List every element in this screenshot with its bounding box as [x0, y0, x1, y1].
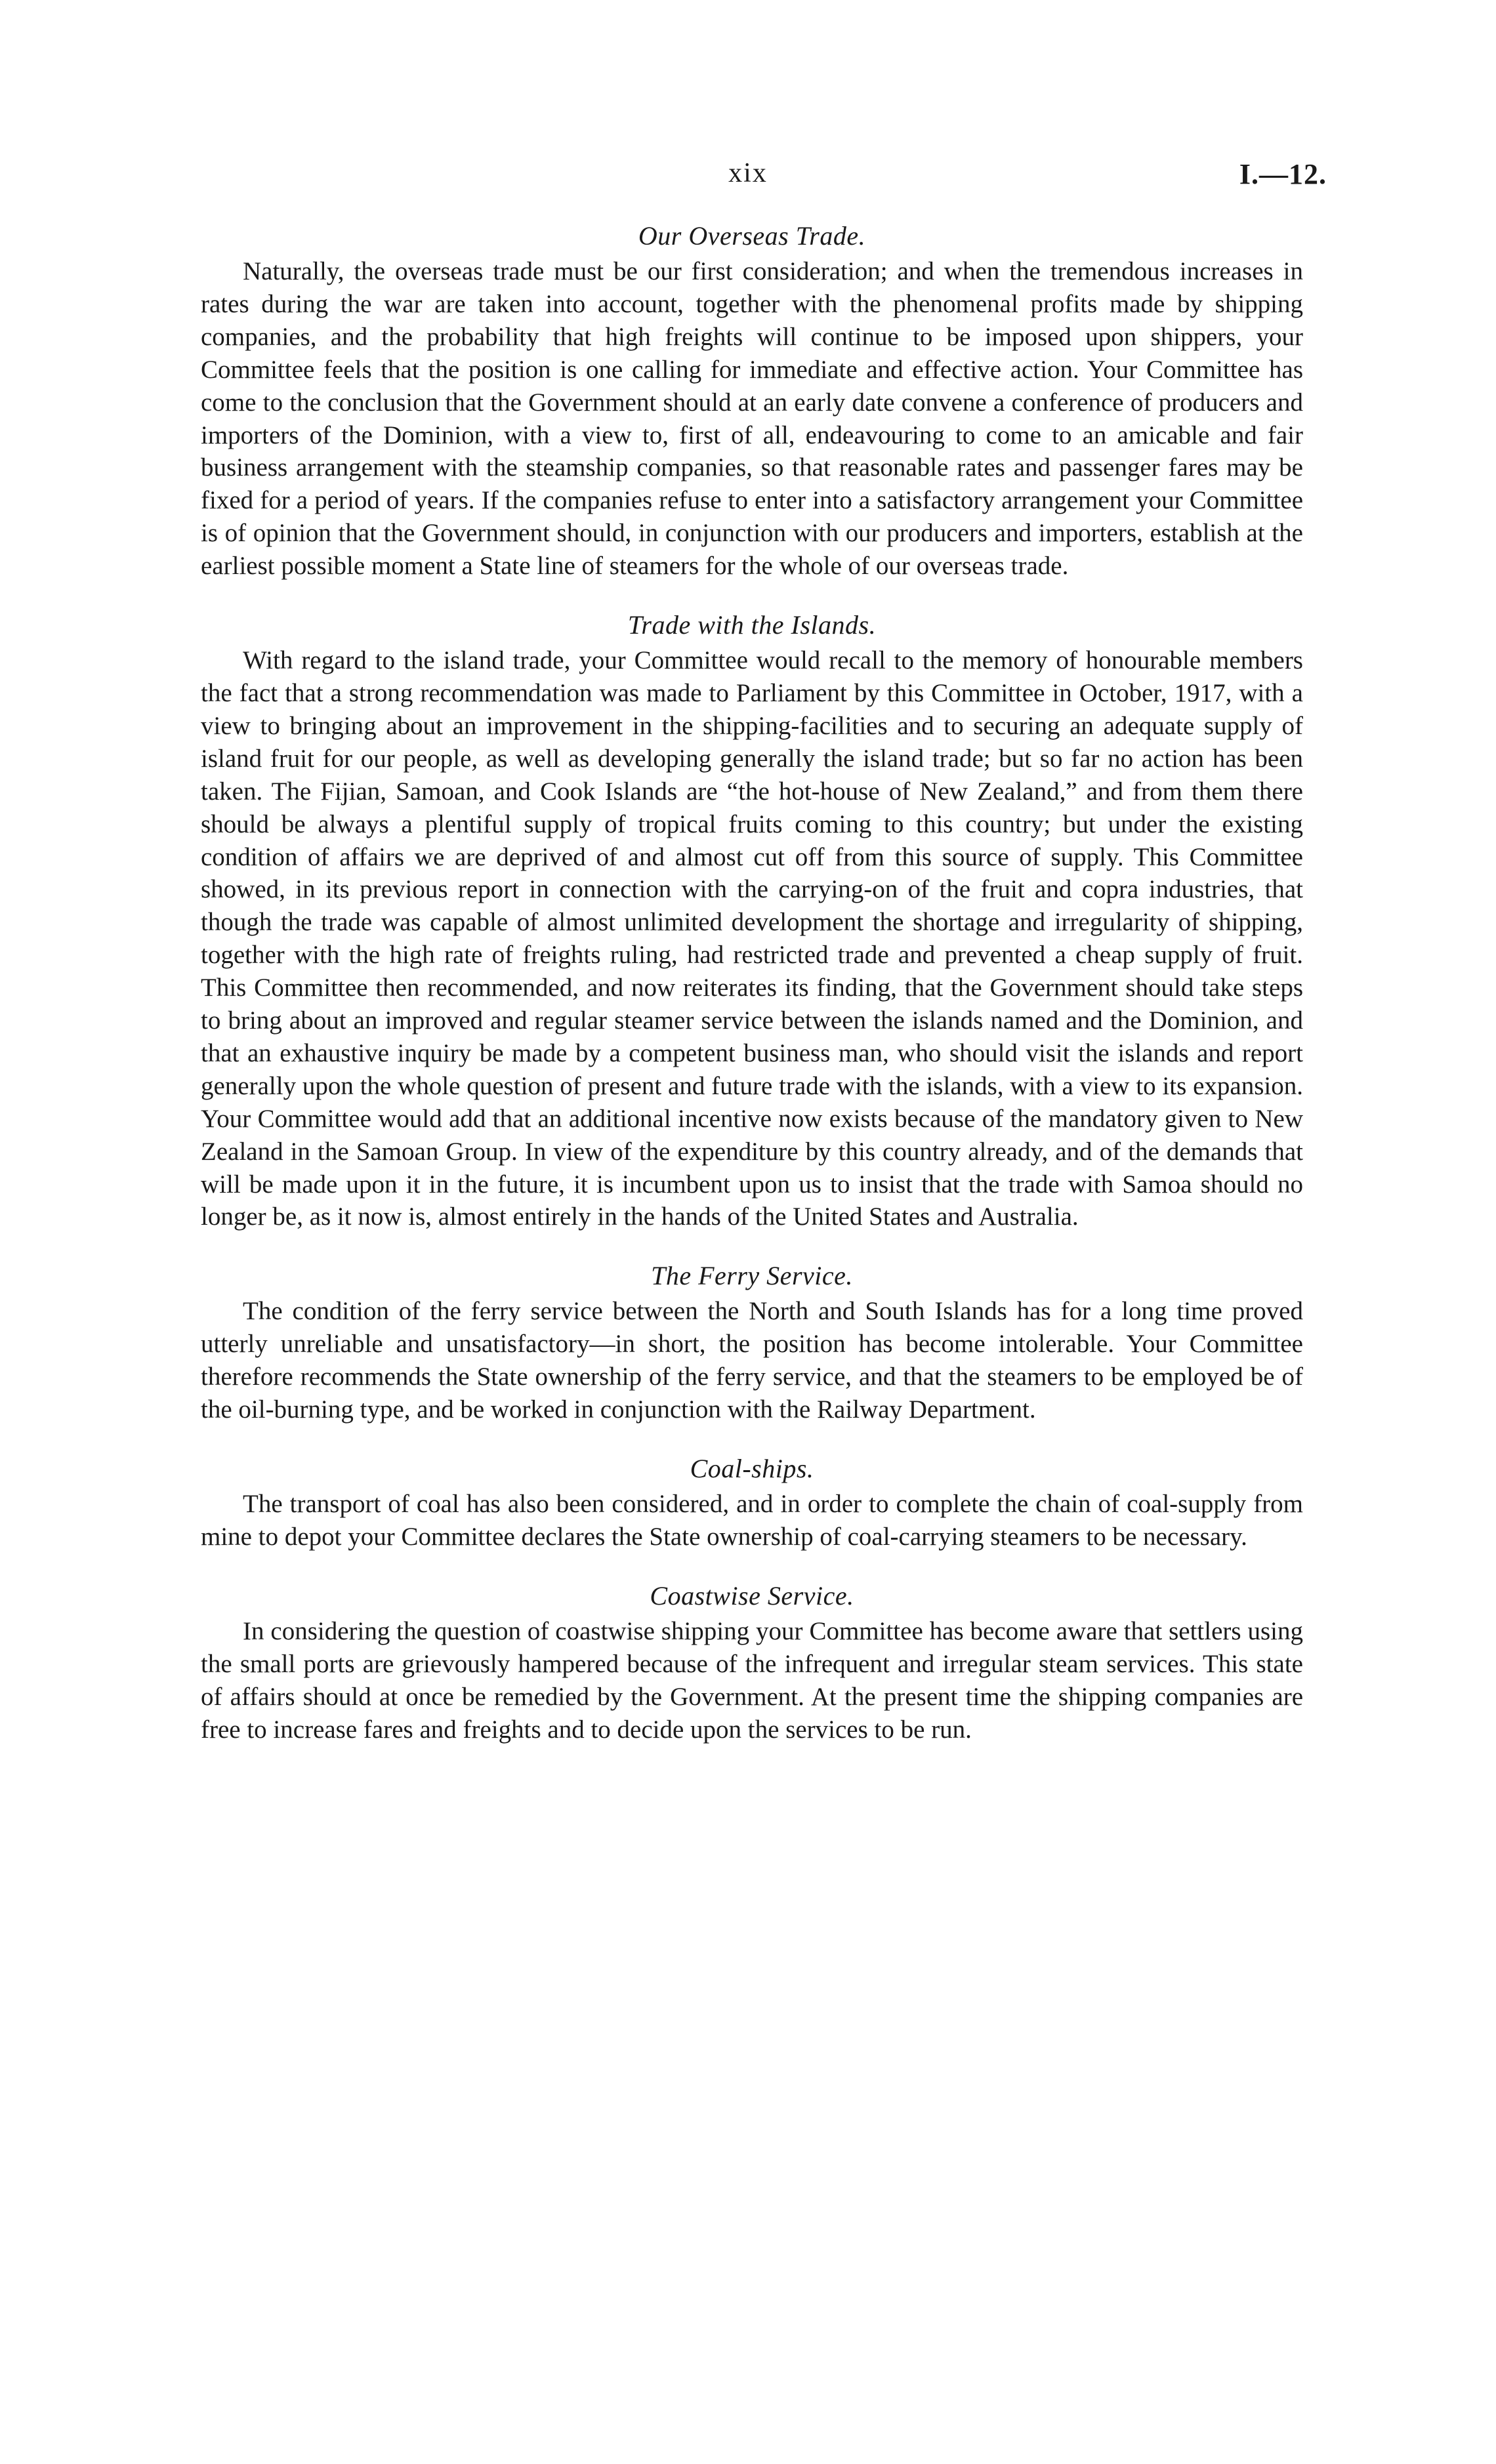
section-paragraph: In considering the question of coastwise shipping your Committee has become aware that settlers using the small ports are grievously hampered because of the infrequent and irregular steam services. This state of affairs should at once be remedied by the Government. At the present time the shipping companies are free to increase fares and freights and to decide upon the services to be run.: [201, 1616, 1303, 1744]
document-reference: I.—12.: [1239, 158, 1327, 190]
section-coal-ships: [201, 1452, 1303, 1553]
section-ferry-service: [201, 1260, 1303, 1426]
page-header: [0, 157, 1496, 197]
section-paragraph: The condition of the ferry service between the North and South Islands has for a long time proved utterly unreliable and unsatisfactory—in short, the position has become intolerable. Your Committee therefore recommends the State ownership of the ferry service, and that the steamers to be employed be of the oil-burning type, and be worked in conjunction with the Railway Department.: [201, 1297, 1303, 1424]
section-paragraph: The transport of coal has also been considered, and in order to complete the chain of coal-supply from mine to depot your Committee declares the State ownership of coal-carrying steamers to be necessary.: [201, 1490, 1303, 1551]
section-paragraph: With regard to the island trade, your Committee would recall to the memory of honourable members the fact that a strong recommendation was made to Parliament by this Committee in October, 1917, with a view to bringing about an improvement in the shipping-facilities and to securing an adequate supply of island fruit for our people, as well as developing generally the island trade; but so far no action has been taken. The Fijian, Samoan, and Cook Islands are “the hot-house of New Zealand,” and from them there should be always a plentiful supply of tropical fruits coming to this country; but under the existing condition of affairs we are deprived of and almost cut off from this source of supply. This Committee showed, in its previous report in connection with the carrying-on of the fruit and copra industries, that though the trade was capable of almost unlimited development the shortage and irregularity of shipping, together with the high rate of freights ruling, had restricted trade and prevented a cheap supply of fruit. This Committee then recommended, and now reiterates its finding, that the Government should take steps to bring about an improved and regular steamer service between the islands named and the Dominion, and that an exhaustive inquiry be made by a competent business man, who should visit the islands and report generally upon the whole question of present and future trade with the islands, with a view to its expansion. Your Committee would add that an additional incentive now exists because of the mandatory given to New Zealand in the Samoan Group. In view of the expenditure by this country already, and of the demands that will be made upon it in the future, it is incumbent upon us to insist that the trade with Samoa should no longer be, as it now is, almost entirely in the hands of the United States and Australia.: [201, 646, 1303, 1231]
section-trade-with-islands: [201, 609, 1303, 1233]
section-paragraph: Naturally, the overseas trade must be our first consideration; and when the tremendous increases in rates during the war are taken into account, together with the phenomenal profits made by shipping companies, and the probability that high freights will continue to be imposed upon shippers, your Committee feels that the position is one calling for immediate and effective action. Your Committee has come to the conclusion that the Government should at an early date convene a conference of producers and importers of the Dominion, with a view to, first of all, endeavouring to come to an amicable and fair business arrangement with the steamship companies, so that reasonable rates and passenger fares may be fixed for a period of years. If the companies refuse to enter into a satisfactory arrangement your Committee is of opinion that the Government should, in conjunction with our producers and importers, establish at the earliest possible moment a State line of steamers for the whole of our overseas trade.: [201, 257, 1303, 581]
section-heading: Our Overseas Trade.: [638, 221, 866, 251]
document-body: [201, 220, 1303, 1772]
section-coastwise-service: [201, 1580, 1303, 1746]
section-overseas-trade: [201, 220, 1303, 583]
page-number: xix: [728, 158, 768, 188]
section-heading: The Ferry Service.: [651, 1261, 853, 1291]
section-heading: Coal-ships.: [690, 1454, 814, 1483]
section-heading: Trade with the Islands.: [627, 610, 877, 640]
section-heading: Coastwise Service.: [650, 1580, 854, 1611]
